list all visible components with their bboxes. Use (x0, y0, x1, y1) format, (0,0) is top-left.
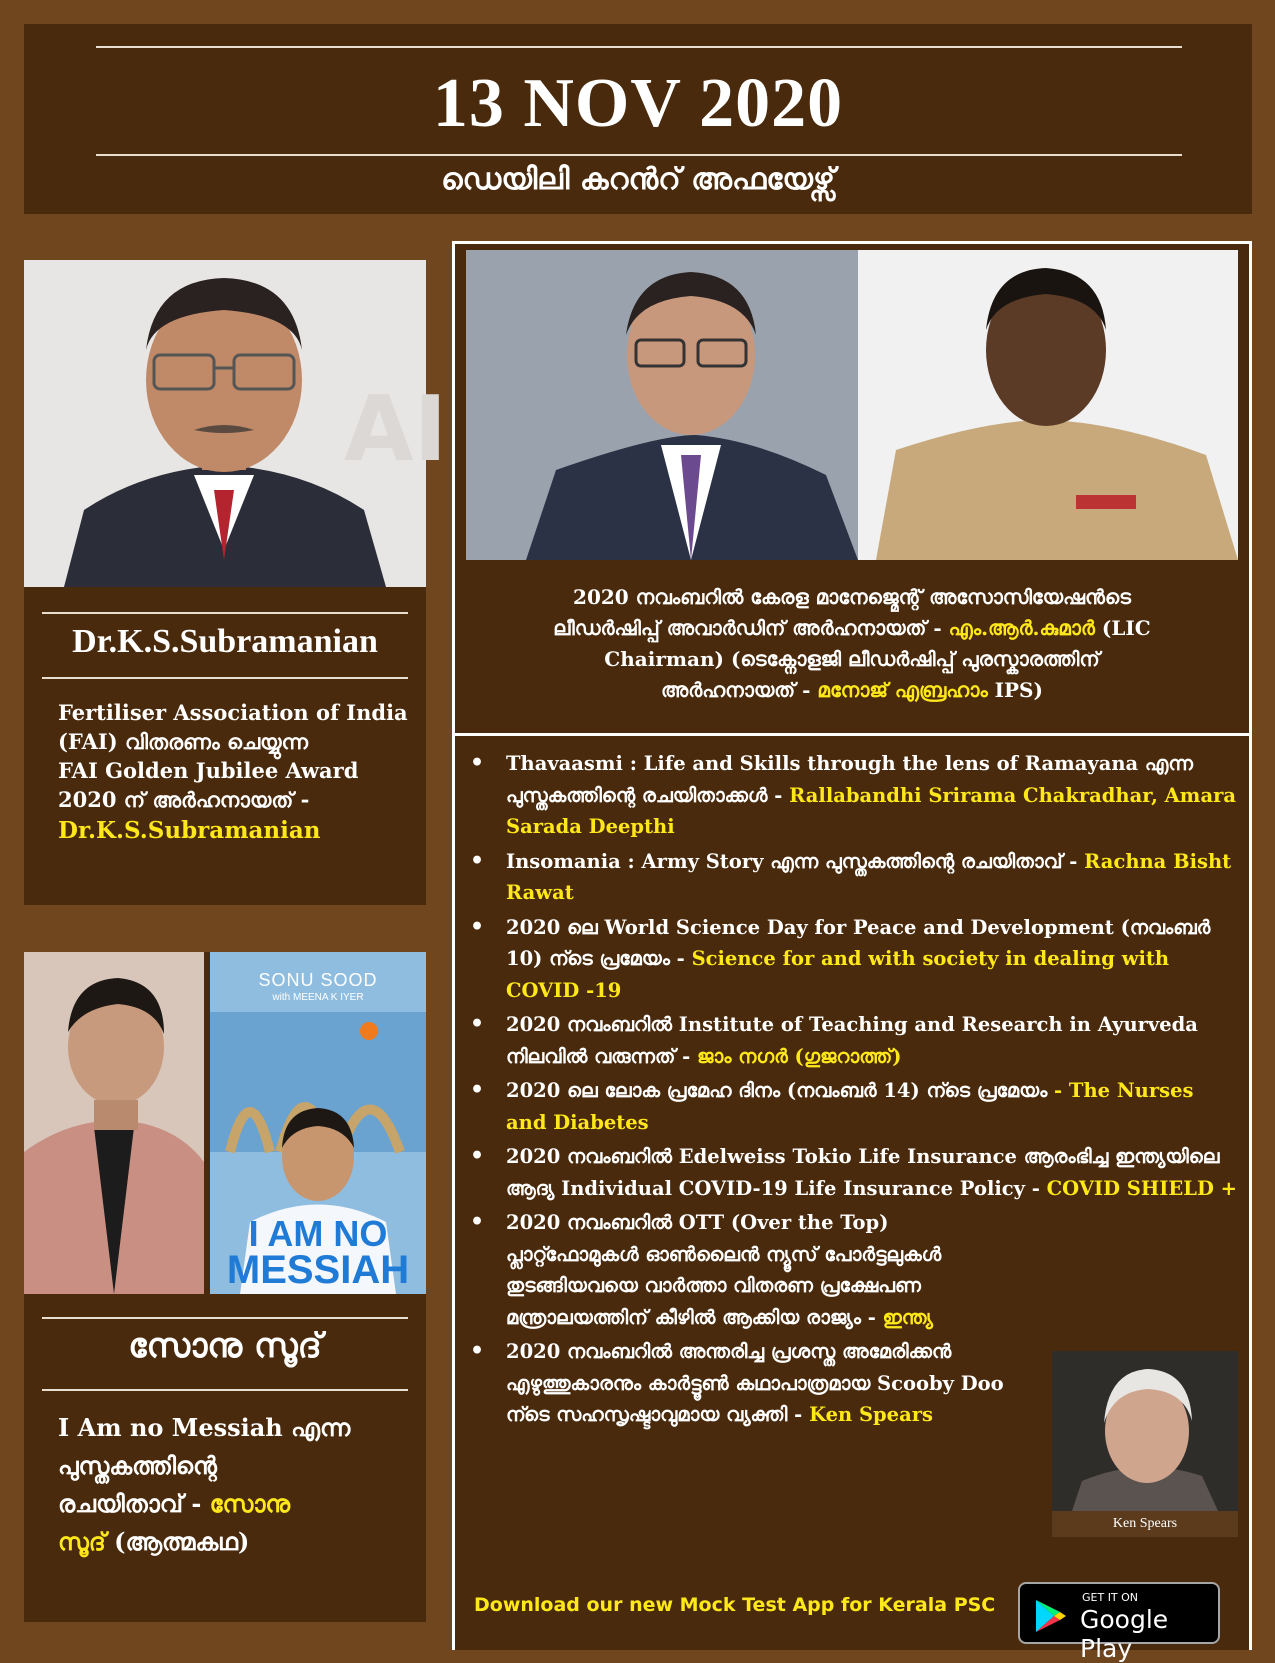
book-author: SONU SOOD (258, 970, 378, 990)
item-answer: ജാം നഗർ (ഗുജറാത്ത്) (697, 1044, 902, 1068)
caption-line: I Am no Messiah എന്ന (58, 1413, 351, 1442)
list-item (470, 748, 1240, 843)
item-answer: - The Nurses and Diabetes (506, 1079, 1194, 1134)
list-item (470, 1207, 1240, 1333)
list-item (470, 1009, 1240, 1072)
caption-line (58, 1485, 418, 1523)
list-item (470, 846, 1240, 909)
list-item (470, 1141, 1240, 1204)
caption-line: 2020 നവംബറിൽ കേരള മാനേജ്മെന്റ് അസോസിയേഷൻടെ (573, 585, 1131, 609)
caption-answer: സൂദ് (58, 1527, 106, 1556)
item-answer: Rachna Bisht Rawat (506, 849, 1232, 904)
sonu-photo (24, 952, 204, 1294)
store-small-label: GET IT ON (1082, 1591, 1139, 1604)
download-promo-text: Download our new Mock Test App for Kerala PSC (474, 1594, 996, 1616)
officers-caption (464, 582, 1240, 706)
caption-line (58, 1523, 418, 1561)
ken-spears-caption: Ken Spears (1052, 1511, 1238, 1537)
subramanian-caption (58, 698, 418, 845)
list-item (470, 912, 1240, 1007)
caption-line (464, 613, 1240, 644)
portrait-illustration (24, 260, 448, 587)
caption-line: പുസ്തകത്തിന്റെ (58, 1451, 217, 1480)
book-coauthor: with MEENA K IYER (272, 992, 364, 1003)
item-text: 2020 നവംബറിൽ അന്തരിച്ച പ്രശസ്ത അമേരിക്കൻ എഴുത്തുകാരനും കാർട്ടൂൺ കഥാപാത്രമായ Scooby Doo ന്ടെ സഹസൃഷ്ടാവുമായ വ്യക്തി - (506, 1340, 1004, 1426)
item-text: 2020 ലെ ലോക പ്രമേഹ ദിനം (നവംബർ 14) ന്ടെ പ്രമേയം (506, 1079, 1055, 1102)
ken-spears-illustration (1052, 1351, 1238, 1511)
date-title: 13 NOV 2020 (432, 65, 844, 142)
subramanian-photo (24, 260, 448, 587)
google-play-button[interactable] (1018, 1582, 1220, 1663)
subramanian-name: Dr.K.S.Subramanian (72, 623, 378, 660)
item-text: 2020 നവംബറിൽ Institute of Teaching and Research in Ayurveda നിലവിൽ വരുന്നത് - (506, 1013, 1198, 1068)
header-banner (24, 24, 1252, 214)
page-subtitle: ഡെയിലി കറൻറ് അഫയേഴ്സ് (441, 162, 835, 197)
caption-text: IPS) (987, 678, 1043, 702)
caption-answer: എം.ആർ.കുമാർ (948, 616, 1095, 640)
item-text: 2020 ലെ World Science Day for Peace and Development (നവംബർ 10) ന്ടെ പ്രമേയം - (506, 915, 1211, 970)
item-text: Thavaasmi : Life and Skills through the lens of Ramayana എന്ന പുസ്തകത്തിന്റെ രചയിതാക്കൾ - (506, 752, 1193, 807)
list-item (470, 1075, 1240, 1138)
item-answer: ഇന്ത്യ (882, 1305, 933, 1329)
sonu-name: സോനു സൂദ് (128, 1326, 322, 1366)
ken-spears-photo (1052, 1351, 1238, 1537)
book-title-line1: I AM NO (248, 1213, 388, 1254)
book-cover (210, 952, 426, 1294)
item-answer: Science for and with society in dealing with COVID -19 (506, 947, 1170, 1002)
caption-line (464, 675, 1240, 706)
caption-text: ലീഡർഷിപ്പ് അവാർഡിന് അർഹനായത് - (553, 616, 949, 640)
caption-text: രചയിതാവ് - (58, 1489, 210, 1518)
caption-line: FAI Golden Jubilee Award (58, 758, 359, 783)
caption-line: Fertiliser Association of India (58, 700, 408, 725)
sonu-name-rule-top (42, 1317, 408, 1319)
sonu-caption (58, 1409, 418, 1561)
caption-line: Chairman) (ടെക്നോളജി ലീഡർഷിപ്പ് പുരസ്കാരത്തിന് (604, 647, 1100, 671)
subramanian-name-rule-top (42, 612, 408, 614)
item-answer: Ken Spears (809, 1403, 933, 1426)
subramanian-name-rule-bottom (42, 677, 408, 679)
caption-text: അർഹനായത് - (661, 678, 818, 702)
item-text: 2020 നവംബറിൽ Edelweiss Tokio Life Insurance ആരംഭിച്ച ഇന്ത്യയിലെ ആദ്യ Individual COVID-19 Life Insurance Policy - (506, 1145, 1220, 1200)
item-text: 2020 നവംബറിൽ OTT (Over the Top) പ്ലാറ്റ്ഫോമുകൾ ഓൺലൈൻ ന്യൂസ് പോർട്ടലുകൾ തുടങ്ങിയവയെ വാർത്താ വിതരണ പ്രക്ഷേപണ മന്ത്രാലയത്തിന് കീഴിൽ ആക്കിയ രാജ്യം - (506, 1211, 942, 1329)
sonu-name-rule-bottom (42, 1389, 408, 1391)
caption-line: (FAI) വിതരണം ചെയ്യുന്ന (58, 729, 309, 754)
header-top-rule (96, 46, 1182, 48)
facts-list (470, 748, 1240, 1434)
book-title-line2: MESSIAH (226, 1248, 410, 1292)
item-answer: COVID SHIELD + (1046, 1176, 1238, 1200)
caption-text: (LIC (1094, 616, 1151, 640)
section-divider (452, 733, 1252, 736)
sonu-portrait-illustration (24, 952, 204, 1294)
officers-photo (466, 250, 1238, 560)
header-bottom-rule (96, 154, 1182, 156)
caption-answer: മനോജ് എബ്രഹാം (817, 678, 988, 702)
google-play-icon (1034, 1598, 1068, 1634)
officers-illustration (466, 250, 1238, 560)
caption-line: 2020 ന് അർഹനായത് - (58, 787, 310, 812)
item-text: Insomania : Army Story എന്ന പുസ്തകത്തിന്റെ രചയിതാവ് - (506, 849, 1085, 873)
store-name: Google Play (1080, 1605, 1169, 1663)
svg-text:AI: AI (344, 377, 448, 482)
caption-answer: Dr.K.S.Subramanian (58, 817, 321, 844)
item-answer: Rallabandhi Srirama Chakradhar, Amara Sarada Deepthi (506, 783, 1236, 838)
caption-answer: സോനു (209, 1489, 291, 1518)
caption-text: (ആത്മകഥ) (105, 1527, 250, 1556)
